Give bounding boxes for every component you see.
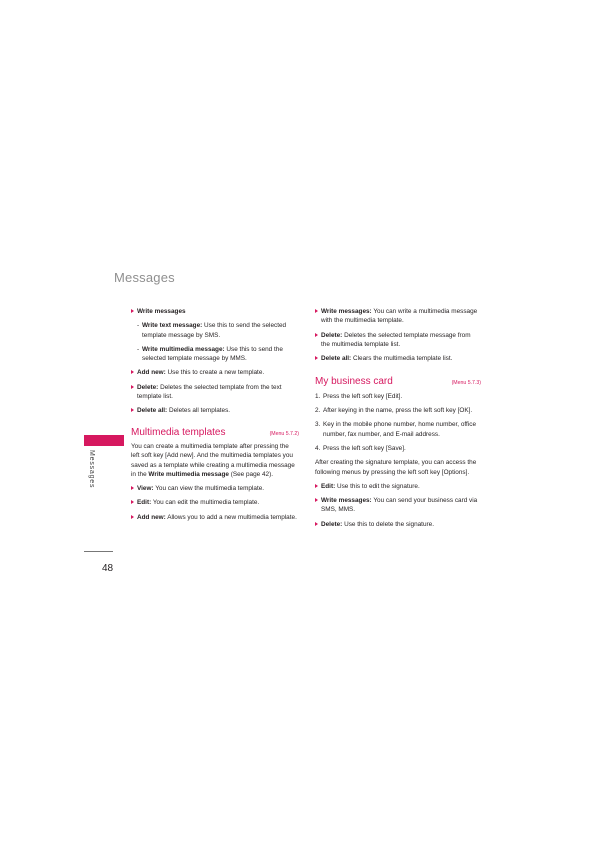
triangle-bullet-icon — [315, 356, 318, 360]
item-term: Write messages: — [321, 497, 372, 505]
dash-bullet: - — [137, 345, 140, 353]
paragraph: After creating the signature template, you can access the following menus by pressing the left soft key [Options]. — [315, 459, 477, 476]
list-item — [131, 513, 299, 522]
item-text: Use this to edit the signature. — [335, 482, 420, 490]
triangle-bullet-icon — [131, 500, 134, 504]
list-item — [315, 482, 481, 491]
item-text: You can write a multimedia message with the multimedia template. — [321, 308, 478, 325]
list-item — [315, 354, 481, 363]
item-term: Write text message: — [142, 322, 203, 330]
list-item — [315, 520, 481, 529]
list-item — [131, 484, 299, 493]
section-heading — [131, 428, 299, 439]
item-text: You can send your business card via SMS, MMS. — [321, 497, 478, 514]
item-text: Deletes the selected template message from the multimedia template list. — [321, 331, 471, 348]
triangle-bullet-icon — [131, 370, 134, 374]
item-text: Use this to send the selected template message by SMS. — [142, 322, 287, 339]
triangle-bullet-icon — [315, 498, 318, 502]
item-term: Add new: — [137, 513, 166, 521]
right-column — [315, 307, 481, 534]
item-text: Deletes all templates. — [167, 407, 231, 415]
item-term: Delete: — [321, 331, 343, 339]
triangle-bullet-icon — [315, 333, 318, 337]
list-item — [315, 496, 481, 515]
triangle-bullet-icon — [131, 309, 134, 313]
item-term: Add new: — [137, 369, 166, 377]
left-column — [131, 307, 299, 527]
item-term: Delete all: — [137, 407, 168, 415]
list-item — [131, 368, 299, 377]
item-term: Write multimedia message: — [142, 345, 225, 353]
triangle-bullet-icon — [131, 486, 134, 490]
sub-list-item — [131, 321, 299, 340]
item-term: Write messages: — [321, 308, 372, 315]
paragraph: You can create a multimedia template after pressing the left soft key [Add new]. And the multimedia templates you saved as a template while creating a multimedia message in the Write multimedia message (See page 42). — [131, 442, 295, 478]
page-title: Messages — [114, 270, 175, 285]
item-text: Allows you to add a new multimedia template. — [165, 513, 297, 521]
triangle-bullet-icon — [315, 484, 318, 488]
numbered-step: 4. Press the left soft key [Save]. — [315, 444, 406, 452]
menu-reference: (Menu 5.7.2) — [269, 430, 299, 437]
item-text: Clears the multimedia template list. — [351, 355, 453, 363]
item-text: Use this to delete the signature. — [342, 520, 434, 528]
numbered-step: 2. After keying in the name, press the left soft key [OK]. — [315, 407, 473, 415]
item-text: Deletes the selected template from the text template list. — [137, 383, 282, 401]
list-item — [315, 331, 481, 350]
numbered-step: 1. Press the left soft key [Edit]. — [315, 392, 403, 400]
list-item — [131, 383, 299, 402]
menu-reference: (Menu 5.7.3) — [451, 380, 481, 387]
item-text: Use this to send the selected template message by MMS. — [142, 345, 283, 363]
section-tab-marker — [84, 435, 124, 446]
section-title: My business card — [315, 376, 393, 388]
page-number: 48 — [102, 563, 114, 574]
triangle-bullet-icon — [315, 309, 318, 313]
list-item — [131, 307, 299, 316]
list-item — [315, 307, 481, 326]
numbered-step: 3. Key in the mobile phone number, home number, office number, fax number, and E-mail address. — [315, 421, 476, 438]
item-term: View: — [137, 485, 154, 493]
list-item — [131, 498, 299, 507]
item-term: Delete: — [137, 383, 159, 391]
item-text: Use this to create a new template. — [165, 369, 265, 377]
item-text: You can edit the multimedia template. — [151, 499, 260, 507]
triangle-bullet-icon — [131, 515, 134, 519]
triangle-bullet-icon — [131, 385, 134, 389]
item-term: Delete: — [321, 520, 343, 528]
item-term: Edit: — [321, 482, 336, 490]
item-term: Write messages — [137, 308, 186, 315]
dash-bullet: - — [137, 322, 140, 330]
section-heading — [315, 377, 481, 388]
item-text: You can view the multimedia template. — [153, 485, 265, 493]
list-item — [131, 406, 299, 415]
footer-divider — [84, 551, 113, 552]
item-term: Edit: — [137, 499, 152, 507]
item-term: Delete all: — [321, 355, 352, 363]
triangle-bullet-icon — [131, 408, 134, 412]
sub-list-item — [131, 345, 299, 364]
triangle-bullet-icon — [315, 522, 318, 526]
side-section-label: Messages — [88, 450, 95, 489]
section-title: Multimedia templates — [131, 426, 226, 438]
